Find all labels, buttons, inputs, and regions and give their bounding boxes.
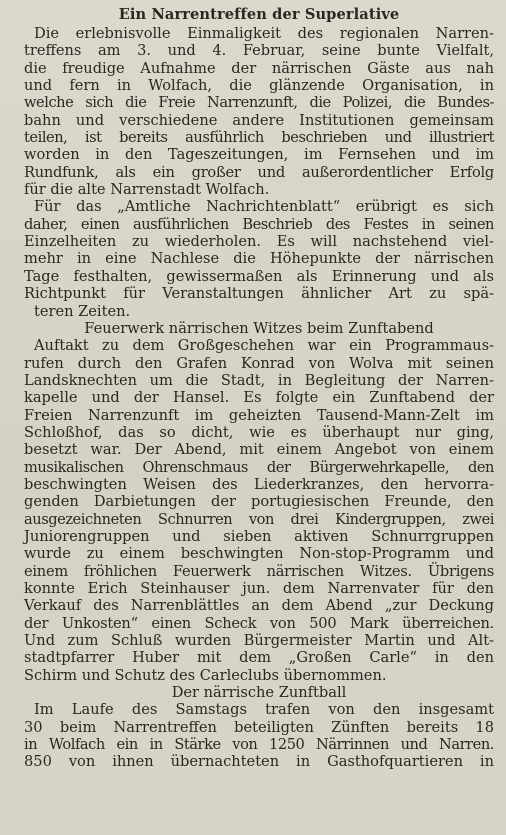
text-line: bahn und verschiedene andere Institutionen gemeinsam — [24, 111, 494, 129]
text-line: Landsknechten um die Stadt, in Begleitung der Narren- — [24, 371, 494, 389]
text-line: der Unkosten“ einen Scheck von 500 Mark überreichen. — [24, 614, 494, 632]
text-line: daher, einen ausführlichen Beschrieb des Festes in seinen — [24, 215, 494, 233]
text-line: 850 von ihnen übernachteten in Gasthofquartieren in — [24, 753, 494, 771]
text-line: 30 beim Narrentreffen beteiligten Zünften bereits 18 — [24, 718, 494, 736]
text-line: die freudige Aufnahme der närrischen Gäste aus nah — [24, 59, 494, 77]
text-line: Für das „Amtliche Nachrichtenblatt“ erübrigt es sich — [34, 198, 494, 216]
text-line: beschwingten Weisen des Liederkranzes, den hervorra- — [24, 475, 494, 493]
paragraph-zunftball — [24, 701, 494, 770]
text-line: treffens am 3. und 4. Februar, seine bunte Vielfalt, — [24, 42, 494, 60]
text-line: Schirm und Schutz des Carleclubs übernommen. — [24, 666, 387, 684]
text-line: wurde zu einem beschwingten Non-stop-Programm und — [24, 545, 494, 563]
text-line: Tage festhalten, gewissermaßen als Erinnerung und als — [24, 267, 494, 285]
paragraph-nachlese — [24, 198, 494, 319]
text-line: Richtpunkt für Veranstaltungen ähnlicher Art zu spä- — [24, 285, 494, 303]
text-line: in Wolfach ein in Stärke von 1250 Närrinnen und Narren. — [24, 736, 494, 754]
text-line: Im Laufe des Samstags trafen von den insgesamt — [34, 701, 494, 719]
text-line: teren Zeiten. — [34, 302, 131, 320]
text-line: Freien Narrenzunft im geheizten Tausend-Mann-Zelt im — [24, 406, 494, 424]
text-line: genden Darbietungen der portugiesischen Freunde, den — [24, 493, 494, 511]
text-line: Und zum Schluß wurden Bürgermeister Martin und Alt- — [24, 632, 494, 650]
text-line: worden in den Tageszeitungen, im Fernsehen und im — [24, 146, 494, 164]
article-headline: Ein Narrentreffen der Superlative — [118, 6, 400, 23]
text-line: Schloßhof, das so dicht, wie es überhaupt nur ging, — [24, 423, 494, 441]
text-line: und fern in Wolfach, die glänzende Organisation, in — [24, 77, 494, 95]
text-line: Die erlebnisvolle Einmaligkeit des regionalen Narren- — [34, 25, 494, 42]
text-line: rufen durch den Grafen Konrad von Wolva mit seinen — [24, 354, 494, 372]
text-line: besetzt war. Der Abend, mit einem Angebot von einem — [24, 441, 494, 459]
text-line: ausgezeichneten Schnurren von drei Kindergruppen, zwei — [24, 510, 494, 528]
section-heading-zunftball: Der närrische Zunftball — [171, 684, 347, 702]
text-line: Verkauf des Narrenblättles an dem Abend „zur Deckung — [24, 597, 494, 615]
text-line: Auftakt zu dem Großgeschehen war ein Programmaus- — [34, 337, 494, 355]
text-line: teilen, ist bereits ausführlich beschrieben und illustriert — [24, 129, 494, 147]
text-line: kapelle und der Hansel. Es folgte ein Zunftabend der — [24, 389, 494, 407]
text-line: stadtpfarrer Huber mit dem „Großen Carle“ in den — [24, 649, 494, 667]
text-line: konnte Erich Steinhauser jun. dem Narrenvater für den — [24, 580, 494, 597]
text-line: Juniorengruppen und sieben aktiven Schnurrgruppen — [24, 527, 494, 545]
text-line: Rundfunk, als ein großer und außerordentlicher Erfolg — [24, 163, 494, 181]
text-line: Einzelheiten zu wiederholen. Es will nachstehend viel- — [24, 233, 494, 251]
text-line: für die alte Narrenstadt Wolfach. — [24, 181, 270, 199]
text-line: musikalischen Ohrenschmaus der Bürgerwehrkapelle, den — [24, 458, 494, 476]
text-line: mehr in eine Nachlese die Höhepunkte der närrischen — [24, 250, 494, 268]
paragraph-zunftabend — [24, 337, 494, 684]
paragraph-intro — [24, 25, 494, 198]
text-line: welche sich die Freie Narrenzunft, die Polizei, die Bundes- — [24, 94, 494, 112]
section-heading-zunftabend: Feuerwerk närrischen Witzes beim Zunftabend — [84, 319, 434, 337]
text-line: einem fröhlichen Feuerwerk närrischen Witzes. Übrigens — [24, 562, 494, 580]
